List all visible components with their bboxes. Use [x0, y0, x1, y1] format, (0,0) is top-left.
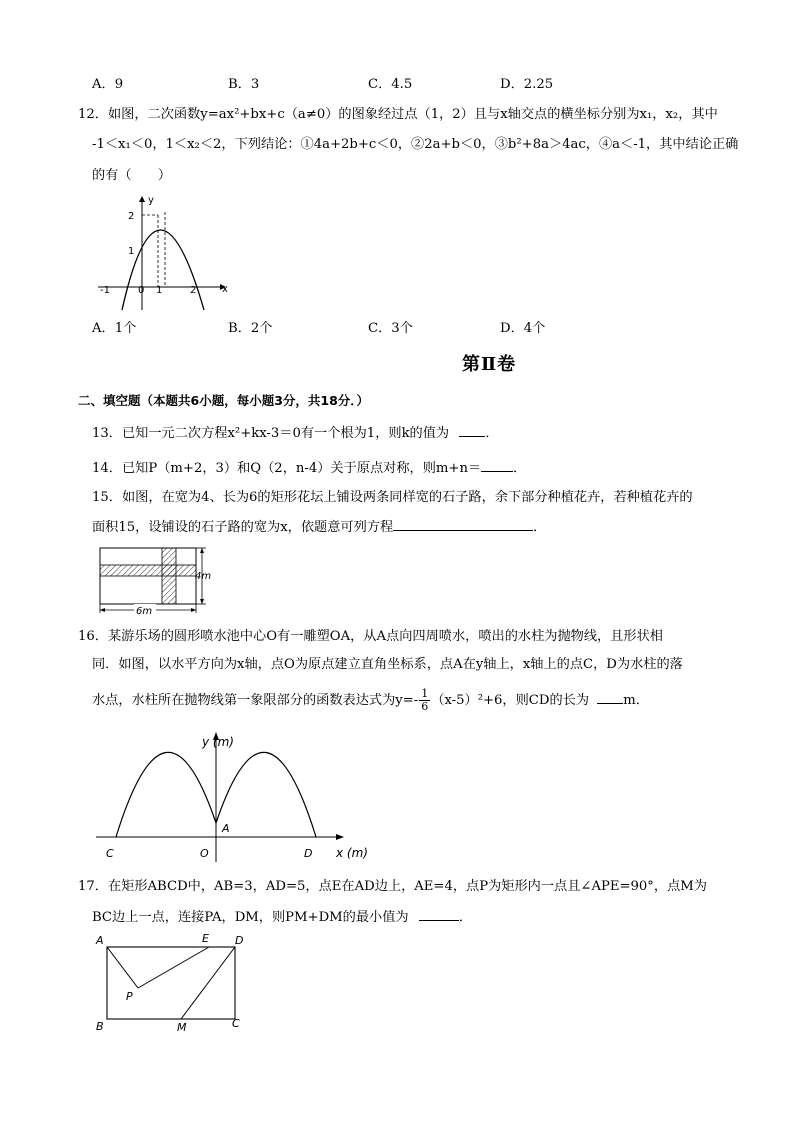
q17-line2	[92, 906, 472, 927]
q17-line1: 17．在矩形ABCD中，AB=3，AD=5，点E在AD边上，AE=4，点P为矩形内一点且∠APE=90°，点M为	[78, 879, 707, 894]
q17-point-b: B	[96, 1020, 104, 1033]
q11-option-b: B．3	[228, 77, 260, 92]
q15-rectangle-figure	[96, 545, 226, 617]
q17-point-a: A	[96, 934, 104, 947]
q15-length-label: 6m	[136, 606, 153, 617]
q15-line2	[92, 516, 546, 537]
q12-line2: -1＜x₁＜0，1＜x₂＜2，下列结论：①4a+2b+c＜0，②2a+b＜0，③b²+8a＞4ac，④a＜-1，其中结论正确	[92, 137, 739, 152]
q12-graph-tick-1: 1	[128, 246, 135, 257]
q16-x-label: x (m)	[336, 846, 368, 860]
q12-option-a: A．1个	[92, 321, 137, 336]
q12-parabola-graph	[90, 192, 240, 317]
q17-point-m: M	[177, 1021, 187, 1034]
q12-graph-y-label: y	[148, 195, 154, 206]
q12-option-d: D．4个	[500, 321, 546, 336]
q16-line1: 16．某游乐场的圆形喷水池中心O有一雕塑OA，从A点向四周喷水，喷出的水柱为抛物线，且形状相	[78, 629, 663, 644]
section-title: 第Ⅱ卷	[462, 354, 517, 375]
q13-text	[92, 422, 499, 443]
q16-end: m．	[623, 693, 649, 708]
q15-stem: 面积15，设铺设的石子路的宽为x，依题意可列方程	[92, 520, 394, 535]
q16-line2: 同．如图，以水平方向为x轴，点O为原点建立直角坐标系，点A在y轴上，x轴上的点C，D为水柱的落	[92, 657, 683, 672]
q12-graph-tick-neg1: -1	[100, 285, 110, 296]
q15-line1: 15．如图，在宽为4、长为6的矩形花坛上铺设两条同样宽的石子路，余下部分种植花卉，若种植花卉的	[92, 490, 693, 505]
q14-text	[92, 457, 526, 478]
q16-line3-pre: 水点，水柱所在抛物线第一象限部分的函数表达式为y=-	[92, 693, 419, 708]
q13-end: ．	[485, 426, 499, 441]
q17-stem: BC边上一点，连接PA，DM，则PM+DM的最小值为	[92, 910, 409, 925]
q12-option-c: C．3个	[368, 321, 413, 336]
q16-point-d: D	[304, 847, 313, 860]
q12-option-b: B．2个	[228, 321, 273, 336]
q16-line3	[92, 688, 649, 713]
q16-line3-post: （x-5）²+6，则CD的长为	[431, 693, 590, 708]
q16-point-a: A	[222, 822, 230, 835]
q16-fraction	[419, 688, 430, 713]
q16-frac-num: 1	[421, 687, 429, 700]
q14-stem: 14．已知P（m+2，3）和Q（2，n-4）关于原点对称，则m+n＝	[92, 461, 482, 476]
q17-answer-blank[interactable]	[419, 906, 459, 921]
q17-end: ．	[458, 910, 472, 925]
q16-y-label: y (m)	[202, 735, 234, 749]
q16-fountain-graph	[92, 726, 382, 866]
q12-line3: 的有（ ）	[92, 168, 172, 183]
q17-point-p: P	[126, 990, 133, 1003]
q12-graph-origin: 0	[138, 285, 145, 296]
q17-point-d: D	[235, 934, 244, 947]
q12-graph-x-label: x	[222, 284, 228, 295]
q16-frac-den: 6	[421, 700, 429, 713]
q11-option-a: A．9	[92, 77, 124, 92]
q15-width-label: 4m	[195, 571, 212, 582]
q12-line1: 12．如图，二次函数y=ax²+bx+c（a≠0）的图象经过点（1，2）且与x轴交点的横坐标分别为x₁，x₂，其中	[78, 107, 718, 122]
q14-end: ．	[513, 461, 527, 476]
q17-rectangle-figure	[92, 930, 257, 1034]
q16-answer-blank[interactable]	[597, 689, 623, 704]
q12-graph-tick-2: 2	[128, 211, 135, 222]
q16-point-o: O	[200, 847, 209, 860]
q15-end: ．	[533, 520, 547, 535]
q12-graph-tick-x2: 2	[190, 285, 197, 296]
q11-option-c: C．4.5	[368, 77, 413, 92]
q16-point-c: C	[106, 847, 114, 860]
q14-answer-blank[interactable]	[481, 457, 513, 472]
q11-option-d: D．2.25	[500, 77, 554, 92]
q13-answer-blank[interactable]	[459, 422, 485, 437]
q15-answer-blank[interactable]	[393, 516, 533, 531]
q13-stem: 13．已知一元二次方程x²+kx-3＝0有一个根为1，则k的值为	[92, 426, 450, 441]
q17-point-c: C	[232, 1017, 240, 1030]
part2-heading: 二、填空题（本题共6小题，每小题3分，共18分．）	[78, 393, 370, 408]
q17-point-e: E	[202, 932, 209, 945]
q12-graph-tick-x1: 1	[156, 285, 163, 296]
